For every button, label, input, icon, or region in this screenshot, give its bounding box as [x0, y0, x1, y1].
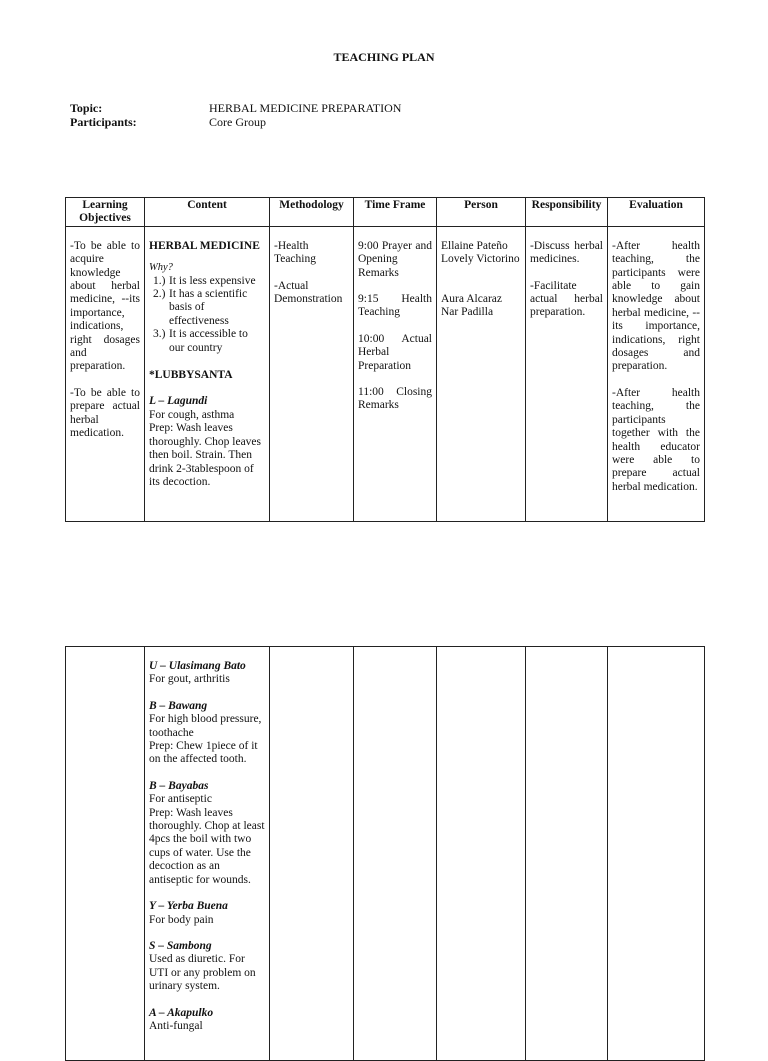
table-row: [66, 647, 705, 1061]
objective-item: -To be able to acquire knowledge about herbal medicine, --its importance, indications, right dosages and preparation.: [70, 239, 140, 373]
herb-desc: For body pain: [149, 913, 214, 926]
herb-name: Y – Yerba Buena: [149, 900, 228, 913]
header-learning-objectives: Learning Objectives: [66, 198, 145, 227]
methodology-item: -Health Teaching: [274, 239, 316, 266]
herb-desc: Anti-fungal: [149, 1019, 203, 1032]
herb-desc: For gout, arthritis: [149, 673, 230, 686]
why-item: 3.) It is accessible to our country: [153, 328, 248, 354]
person-name: Ellaine Pateño: [441, 239, 508, 252]
why-label: Why?: [149, 262, 173, 274]
why-item: 1.) It is less expensive: [153, 274, 256, 287]
acronym-heading: *LUBBYSANTA: [149, 369, 233, 382]
objectives-cell: [66, 647, 145, 1061]
herb-desc: For cough, asthma: [149, 408, 235, 421]
time-frame-cell: [354, 647, 437, 1061]
time-item: 11:00 Closing Remarks: [358, 386, 432, 412]
responsibility-item: -Discuss herbal medicines.: [530, 239, 603, 266]
evaluation-cell: [608, 647, 705, 1061]
why-item: 2.) It has a scientific basis of effectiveness: [153, 288, 248, 327]
person-cell: [437, 647, 526, 1061]
doc-title: TEACHING PLAN: [333, 50, 435, 64]
herb-desc: For antiseptic: [149, 793, 212, 806]
herb-name: U – Ulasimang Bato: [149, 660, 246, 672]
responsibility-cell: [526, 226, 608, 521]
objectives-cell: [66, 226, 145, 521]
herb-name: B – Bawang: [149, 699, 208, 712]
time-frame-cell: [354, 226, 437, 521]
methodology-item: -Actual Demonstration: [274, 279, 343, 306]
responsibility-cell: [526, 647, 608, 1061]
methodology-cell: [270, 226, 354, 521]
participants-value: Core Group: [209, 115, 266, 129]
header-time-frame: Time Frame: [354, 198, 437, 227]
herb-name: L – Lagundi: [149, 395, 208, 408]
herb-prep: Prep: Chew 1piece of it on the affected tooth.: [149, 740, 258, 766]
herb-desc: Used as diuretic. For UTI or any problem on urinary system.: [149, 953, 256, 993]
methodology-cell: [270, 647, 354, 1061]
header-content: Content: [145, 198, 270, 227]
table-header-row: [66, 198, 705, 227]
evaluation-item: -After health teaching, the participants were able to gain knowledge about herbal medicine, --its importance, indications, right dosages and preparation.: [612, 239, 700, 373]
header-responsibility: Responsibility: [526, 198, 608, 227]
evaluation-item: -After health teaching, the participants together with the health educator were able to prepare actual herbal medication.: [612, 386, 700, 493]
person-name: Lovely Victorino: [441, 253, 520, 266]
why-list: [149, 275, 265, 355]
time-item: 9:15 Health Teaching: [358, 293, 432, 319]
time-item: 10:00 Actual Herbal Preparation: [358, 332, 432, 372]
objective-item: -To be able to prepare actual herbal medication.: [70, 386, 140, 440]
teaching-plan-table-continued: [65, 646, 705, 1061]
header-methodology: Methodology: [270, 198, 354, 227]
responsibility-item: -Facilitate actual herbal preparation.: [530, 279, 603, 319]
herb-name: A – Akapulko: [149, 1006, 214, 1019]
evaluation-cell: [608, 226, 705, 521]
person-cell: [437, 226, 526, 521]
content-cell: [145, 226, 270, 521]
teaching-plan-table: [65, 197, 705, 522]
header-person: Person: [437, 198, 526, 227]
herb-name: B – Bayabas: [149, 779, 209, 792]
table-row: [66, 226, 705, 521]
participants-label: Participants:: [70, 115, 137, 129]
header-evaluation: Evaluation: [608, 198, 705, 227]
content-cell: [145, 647, 270, 1061]
topic-value: HERBAL MEDICINE PREPARATION: [209, 101, 402, 115]
person-name: Aura Alcaraz: [441, 292, 502, 305]
person-name: Nar Padilla: [441, 306, 494, 319]
content-heading: HERBAL MEDICINE: [149, 239, 260, 252]
herb-prep: Prep: Wash leaves thoroughly. Chop leaves then boil. Strain. Then drink 2-3tablespoon of its decoction.: [149, 422, 262, 488]
herb-prep: Prep: Wash leaves thoroughly. Chop at least 4pcs the boil with two cups of water. Use the decoction as an antiseptic for wounds.: [149, 806, 265, 886]
topic-label: Topic:: [70, 101, 103, 115]
time-item: 9:00 Prayer and Opening Remarks: [358, 239, 432, 279]
herb-desc: For high blood pressure, toothache: [149, 713, 262, 739]
herb-name: S – Sambong: [149, 939, 212, 952]
